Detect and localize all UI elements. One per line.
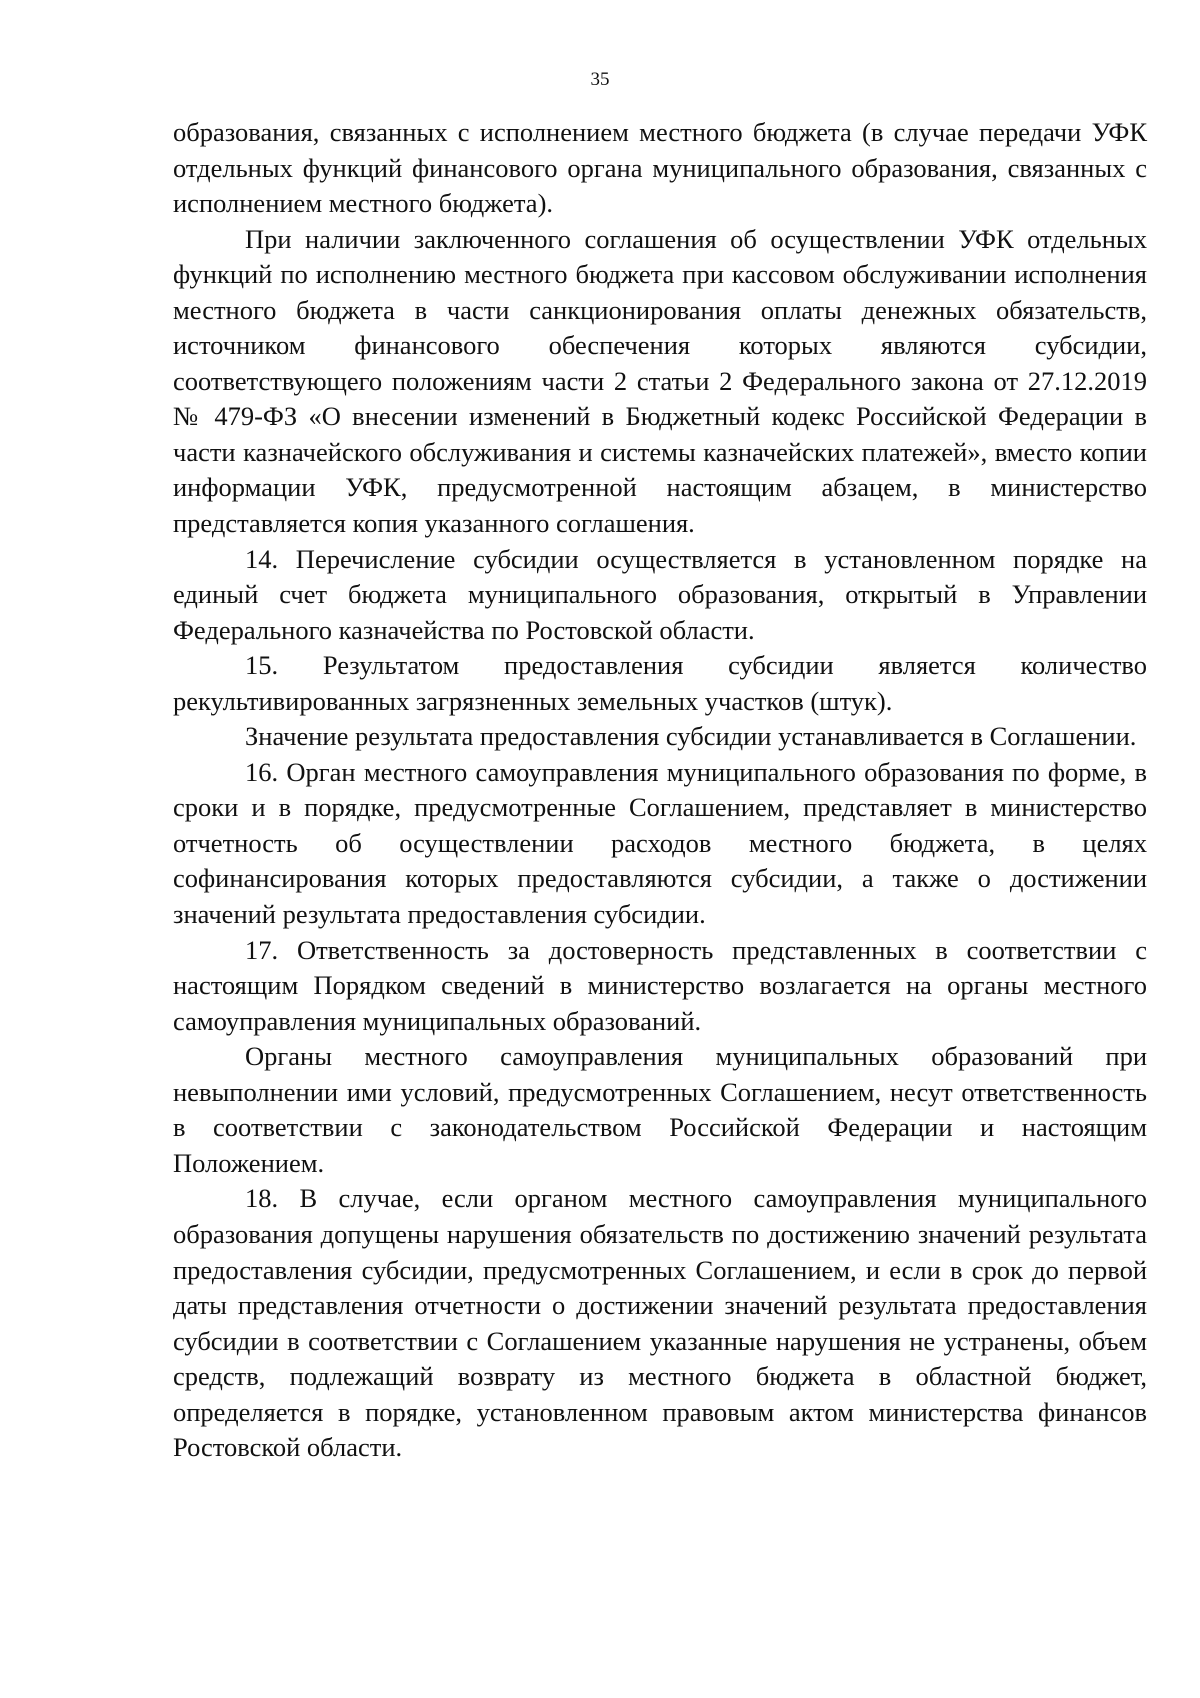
document-body	[173, 115, 1147, 1466]
paragraph-item-17: 17. Ответственность за достоверность представленных в соответствии с настоящим Порядком сведений в министерство возлагается на органы местного самоуправления муниципальных образований.	[173, 934, 1147, 1036]
paragraph-continuation: образования, связанных с исполнением местного бюджета (в случае передачи УФК отдельных функций финансового органа муниципального образования, связанных с исполнением местного бюджета).	[173, 117, 1147, 219]
paragraph-result-value: Значение результата предоставления субсидии устанавливается в Соглашении.	[245, 721, 1137, 752]
paragraph-item-16: 16. Орган местного самоуправления муниципального образования по форме, в сроки и в порядке, предусмотренные Соглашением, представляет в министерство отчетность об осуществлении расходов местного бюджета, в целях софинансирования которых предоставляются субсидии, а также о достижении значений результата предоставления субсидии.	[173, 756, 1147, 930]
paragraph-agreement-ufk: При наличии заключенного соглашения об осуществлении УФК отдельных функций по исполнению местного бюджета при кассовом обслуживании исполнения местного бюджета в части санкционирования оплаты денежных обязательств, источником финансового обеспечения которых являются субсидии, соответствующего положениям части 2 статьи 2 Федерального закона от 27.12.2019 № 479-ФЗ «О внесении изменений в Бюджетный кодекс Российской Федерации в части казначейского обслуживания и системы казначейских платежей», вместо копии информации УФК, предусмотренной настоящим абзацем, в министерство представляется копия указанного соглашения.	[173, 223, 1147, 539]
page-number: 35	[590, 69, 610, 90]
paragraph-responsibility: Органы местного самоуправления муниципальных образований при невыполнении ими условий, предусмотренных Соглашением, несут ответственность в соответствии с законодательством Российской Федерации и настоящим Положением.	[173, 1041, 1147, 1178]
paragraph-item-14: 14. Перечисление субсидии осуществляется в установленном порядке на единый счет бюджета муниципального образования, открытый в Управлении Федерального казначейства по Ростовской области.	[173, 543, 1147, 645]
paragraph-item-18: 18. В случае, если органом местного самоуправления муниципального образования допущены нарушения обязательств по достижению значений результата предоставления субсидии, предусмотренных Соглашением, и если в срок до первой даты представления отчетности о достижении значений результата предоставления субсидии в соответствии с Соглашением указанные нарушения не устранены, объем средств, подлежащий возврату из местного бюджета в областной бюджет, определяется в порядке, установленном правовым актом министерства финансов Ростовской области.	[173, 1183, 1147, 1463]
paragraph-item-15: 15. Результатом предоставления субсидии является количество рекультивированных загрязненных земельных участков (штук).	[173, 650, 1147, 716]
